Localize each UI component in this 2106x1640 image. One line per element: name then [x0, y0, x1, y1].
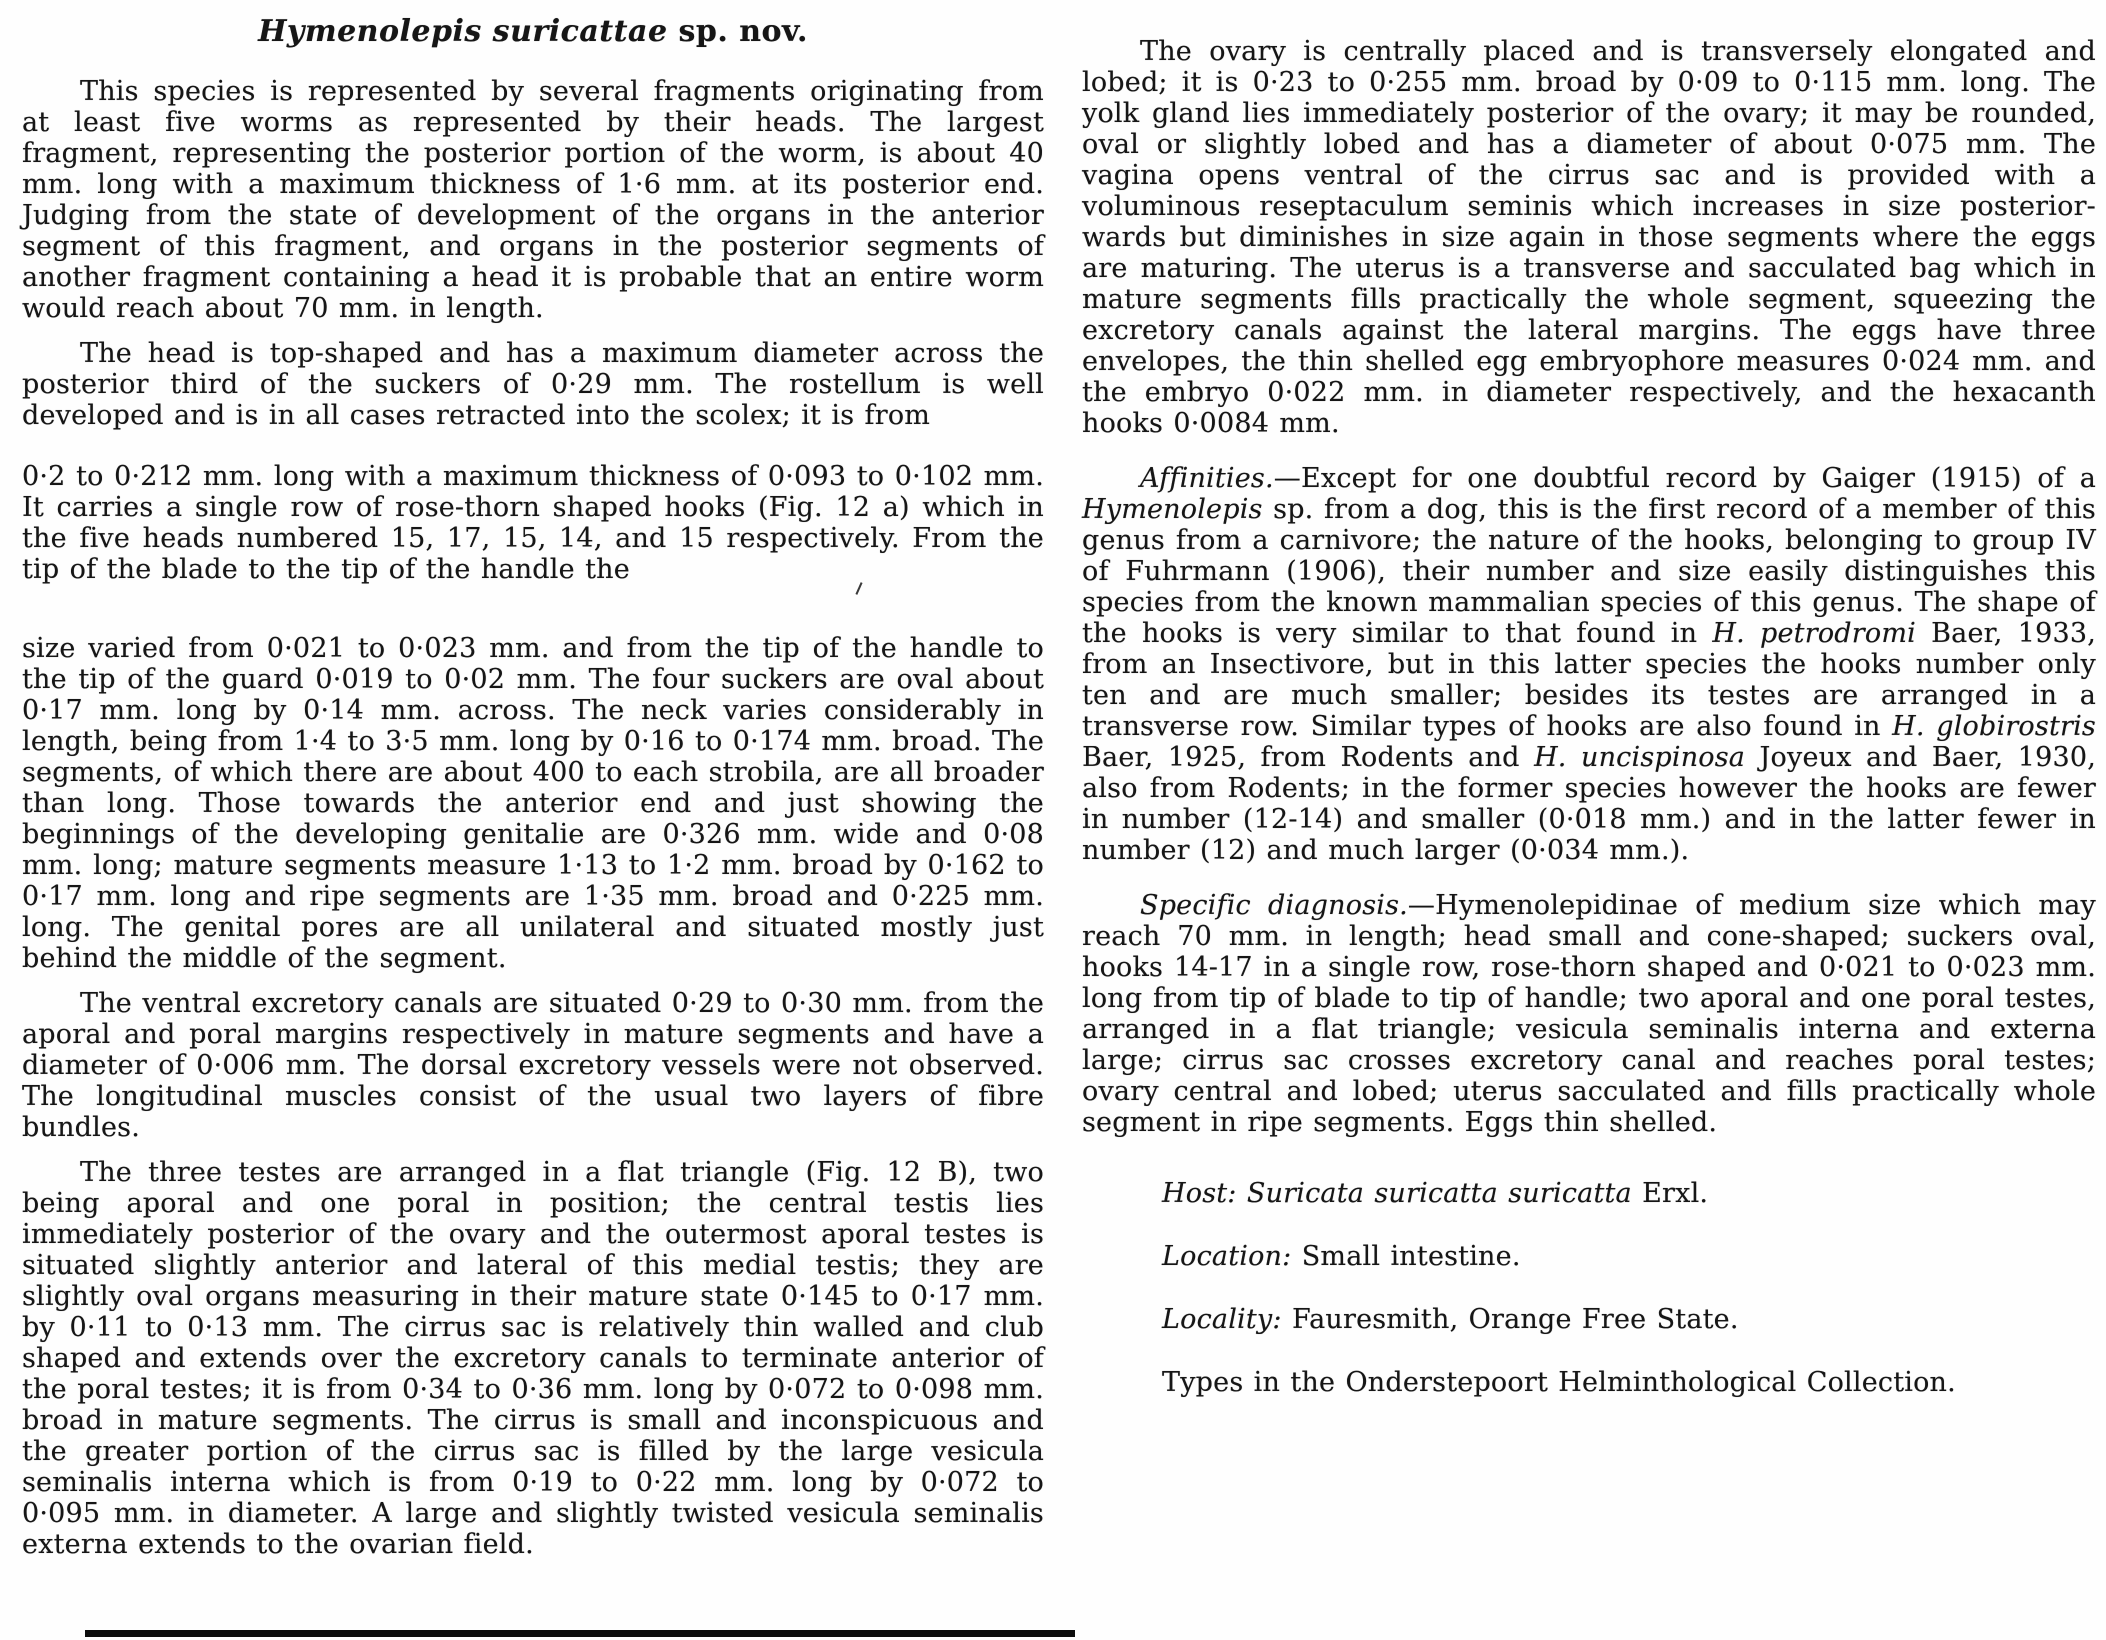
text-run: Fauresmith, Orange Free State. [1291, 1304, 1739, 1335]
text-run: —Except for one doubtful record by Gaiger (1915) of a [1273, 463, 2096, 494]
text-run: The ventral excretory canals are situated 0·29 to 0·30 mm. from the aporal and poral margins respectively in mature segments and have a diameter of 0·006 mm. The dorsal excretory vessels were not observed. The longitudinal muscles consist of the usual two layers of fibre bundles. [22, 988, 1044, 1143]
paragraph-head [22, 338, 1044, 431]
paragraph-excretory-canals [22, 988, 1044, 1143]
text-run: The three testes are arranged in a flat triangle (Fig. 12 B), two being aporal and one poral in position; the central testis lies immediately posterior of the ovary and the outermost aporal testes is situated slightly anterior and lateral of this medial testis; they are slightly oval organs measuring in their mature state 0·145 to 0·17 mm. by 0·11 to 0·13 mm. The cirrus sac is relatively thin walled and club shaped and extends over the excretory canals to terminate anterior of the poral testes; it is from 0·34 to 0·36 mm. long by 0·072 to 0·098 mm. broad in mature segments. The cirrus is small and inconspicuous and the greater portion of the cirrus sac is filled by the large vesicula seminalis interna which is from 0·19 to 0·22 mm. long by 0·072 to 0·095 mm. in diameter. A large and slightly twisted vesicula seminalis externa extends to the ovarian field. [22, 1157, 1044, 1560]
italic-text-run: Location: [1162, 1241, 1302, 1272]
paragraph-intro [22, 76, 1044, 324]
article-title [22, 14, 1044, 50]
italic-text-run: Hymenolepis suricattae [258, 14, 668, 49]
left-column [22, 0, 1044, 1560]
paragraph-specific-diagnosis [1082, 890, 2096, 1138]
text-run: Erxl. [1631, 1178, 1709, 1209]
italic-text-run: Affinities. [1140, 463, 1274, 494]
italic-text-run: Specific diagnosis. [1140, 890, 1408, 921]
italic-text-run: Hymenolepis [1082, 494, 1263, 525]
taxonomy-line-locality [1162, 1304, 2096, 1335]
text-run: sp. nov. [667, 14, 808, 49]
text-run: The ovary is centrally placed and is transversely elongated and lobed; it is 0·23 to 0·255 mm. broad by 0·09 to 0·115 mm. long. The yolk gland lies immediately posterior of the ovary; it may be rounded, oval or slightly lobed and has a diameter of about 0·075 mm. The vagina opens ventral of the cirrus sac and is provided with a voluminous reseptaculum seminis which increases in size posterior-wards but diminishes in size again in those segments where the eggs are maturing. The uterus is a transverse and sacculated bag which in mature segments fills practically the whole segment, squeezing the excretory canals against the lateral margins. The eggs have three envelopes, the thin shelled egg embryophore measures 0·024 mm. and the embryo 0·022 mm. in diameter respectively, and the hexacanth hooks 0·0084 mm. [1082, 36, 2096, 439]
italic-text-run: H. globirostris [1892, 711, 2096, 742]
text-run: Types in the Onderstepoort Helminthological Collection. [1162, 1367, 1956, 1398]
paragraph-affinities [1082, 463, 2096, 866]
italic-text-run: H. uncispinosa [1534, 742, 1746, 773]
italic-text-run: Host: Suricata suricatta suricatta [1162, 1178, 1632, 1209]
taxonomy-line-location [1162, 1241, 2096, 1272]
taxonomy-line-host [1162, 1178, 2096, 1209]
text-run: sp. from a dog, this is the first record of a member of this genus from a carnivore; the nature of the hooks, belonging to group IV of Fuhrmann (1906), their number and size easily distinguishes this species from the known mammalian species of this genus. The shape of the hooks is very similar to that found in [1082, 494, 2096, 649]
text-run: size varied from 0·021 to 0·023 mm. and from the tip of the handle to the tip of the guard 0·019 to 0·02 mm. The four suckers are oval about 0·17 mm. long by 0·14 mm. across. The neck varies considerably in length, being from 1·4 to 3·5 mm. long by 0·16 to 0·174 mm. broad. The segments, of which there are about 400 to each strobila, are all broader than long. Those towards the anterior end and just showing the beginnings of the developing genitalie are 0·326 mm. wide and 0·08 mm. long; mature segments measure 1·13 to 1·2 mm. broad by 0·162 to 0·17 mm. long and ripe segments are 1·35 mm. broad and 0·225 mm. long. The genital pores are all unilateral and situated mostly just behind the middle of the segment. [22, 633, 1045, 974]
taxonomy-line-types [1162, 1367, 2096, 1398]
paragraph-ovary [1082, 36, 2096, 439]
text-run: Baer, 1933, from an Insectivore, but in this latter species the hooks number only ten and are much smaller; besides its testes are arranged in a transverse row. Similar types of hooks are also found in [1082, 618, 2096, 742]
text-run: This species is represented by several fragments originating from at least five worms as represented by their heads. The largest fragment, representing the posterior portion of the worm, is about 40 mm. long with a maximum thickness of 1·6 mm. at its posterior end. Judging from the state of development of the organs in the anterior segment of this fragment, and organs in the posterior segments of another fragment containing a head it is probable that an entire worm would reach about 70 mm. in length. [22, 76, 1044, 324]
text-run: 0·2 to 0·212 mm. long with a maximum thickness of 0·093 to 0·102 mm. It carries a single row of rose-thorn shaped hooks (Fig. 12 a) which in the five heads numbered 15, 17, 15, 14, and 15 respectively. From the tip of the blade to the tip of the handle the [22, 461, 1044, 585]
paragraph-testes [22, 1157, 1044, 1560]
text-run: Joyeux and Baer, 1930, also from Rodents; in the former species however the hooks are fewer in number (12-14) and smaller (0·018 mm.) and in the latter fewer in number (12) and much larger (0·034 mm.). [1082, 742, 2096, 866]
italic-text-run: Locality: [1162, 1304, 1292, 1335]
paragraph-head-continued-2 [22, 633, 1044, 974]
scan-artifact-bar [85, 1630, 1075, 1637]
text-run: —Hymenolepidinae of medium size which may reach 70 mm. in length; head small and cone-shaped; suckers oval, hooks 14-17 in a single row, rose-thorn shaped and 0·021 to 0·023 mm. long from tip of blade to tip of handle; two aporal and one poral testes, arranged in a flat triangle; vesicula seminalis interna and externa large; cirrus sac crosses excretory canal and reaches poral testes; ovary central and lobed; uterus sacculated and fills practically whole segment in ripe segments. Eggs thin shelled. [1082, 890, 2096, 1138]
paragraph-head-continued [22, 461, 1044, 585]
text-run: Baer, 1925, from Rodents and [1082, 742, 1535, 773]
text-run: Small intestine. [1301, 1241, 1521, 1272]
right-column [1082, 0, 2096, 1398]
text-run: The head is top-shaped and has a maximum diameter across the posterior third of the suckers of 0·29 mm. The rostellum is well developed and is in all cases retracted into the scolex; it is from [22, 338, 1044, 431]
italic-text-run: H. petrodromi [1712, 618, 1916, 649]
